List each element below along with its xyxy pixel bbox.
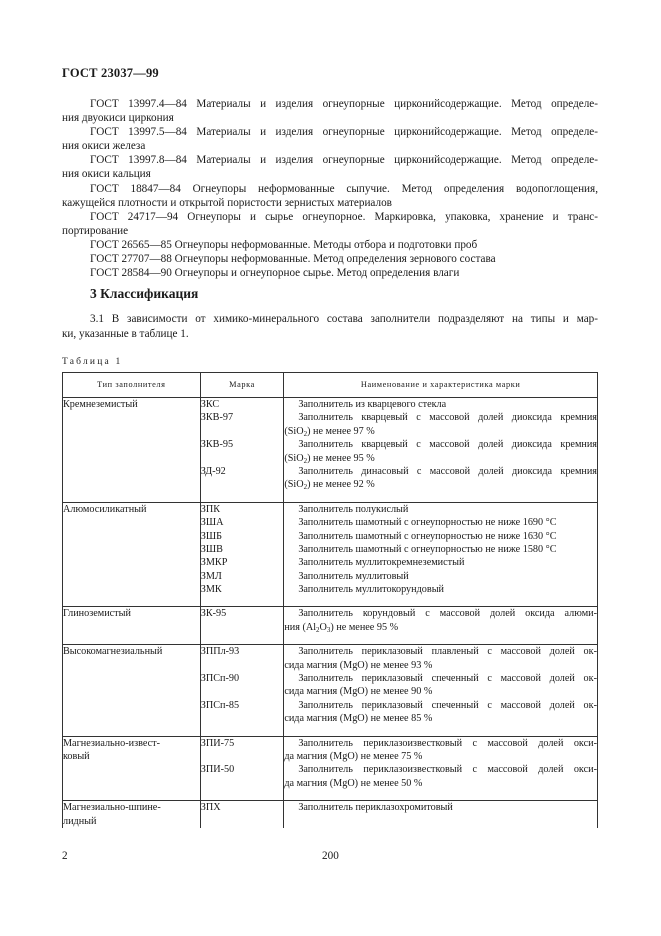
- type-cell: [63, 502, 201, 607]
- description-cell: [284, 801, 598, 828]
- header-type: Тип заполнителя: [63, 373, 201, 398]
- reference-line: ния окиси железа: [62, 140, 146, 153]
- reference-item: [62, 252, 598, 266]
- description-text: Заполнитель муллитокремнеземистый: [298, 557, 465, 569]
- type-text: Магнезиально-шпине-: [63, 802, 161, 814]
- grade-text: ЗК-95: [200, 608, 227, 620]
- table-row: [63, 801, 598, 828]
- description-text: Заполнитель кварцевый с массовой долей диоксида кремния: [298, 412, 597, 424]
- section-title: 3 Классификация: [90, 286, 199, 301]
- reference-line: ГОСТ 26565—85 Огнеупоры неформованные. Методы отбора и подготовки проб: [90, 238, 478, 251]
- reference-item: [62, 182, 598, 210]
- description-cell: [284, 502, 598, 607]
- paragraph-line: ки, указанные в таблице 1.: [62, 328, 189, 340]
- type-cell: [63, 736, 201, 801]
- grade-text: ЗМЛ: [200, 570, 222, 582]
- description-text: Заполнитель корундовый с массовой долей оксида алюми-: [298, 608, 597, 620]
- reference-line: ГОСТ 13997.8—84 Материалы и изделия огнеупорные цирконийсодержащие. Метод определе-: [90, 154, 598, 167]
- reference-line: ГОСТ 13997.4—84 Материалы и изделия огнеупорные цирконийсодержащие. Метод определе-: [90, 98, 598, 110]
- description-text: Заполнитель полукислый: [298, 503, 409, 515]
- table-row: [63, 607, 598, 645]
- type-text: Алюмосиликатный: [63, 503, 147, 515]
- grade-text: ЗПХ: [200, 802, 221, 814]
- header-grade: Марка: [200, 373, 284, 398]
- table-row: [63, 502, 598, 607]
- grade-cell: [200, 398, 284, 503]
- grade-cell: [200, 736, 284, 801]
- description-text: Заполнитель периклазовый плавленый с массовой долей ок-: [298, 646, 597, 658]
- description-text: Заполнитель периклазовый спеченный с массовой долей ок-: [298, 699, 597, 711]
- grade-cell: [200, 502, 284, 607]
- description-text: сида магния (MgO) не менее 85 %: [284, 713, 433, 725]
- grade-text: ЗША: [200, 517, 224, 529]
- reference-item: [62, 266, 598, 280]
- grade-text: ЗКВ-95: [200, 439, 234, 451]
- type-cell: [63, 801, 201, 828]
- description-text: Заполнитель из кварцевого стекла: [298, 399, 447, 410]
- reference-line: ния двуокиси циркония: [62, 112, 174, 125]
- description-text: Заполнитель шамотный с огнеупорностью не ниже 1630 °С: [298, 530, 557, 542]
- description-text: Заполнитель муллитовый: [298, 570, 409, 582]
- reference-item: [62, 97, 598, 125]
- type-text: Высокомагнезиальный: [63, 646, 163, 658]
- table-row: [63, 398, 598, 503]
- paragraph-line: 3.1 В зависимости от химико-минерального состава заполнители подразделяют на типы и мар-: [90, 313, 598, 325]
- reference-line: ГОСТ 13997.5—84 Материалы и изделия огнеупорные цирконийсодержащие. Метод определе-: [90, 126, 598, 139]
- grade-text: ЗШВ: [200, 543, 223, 555]
- grade-text: ЗППл-93: [200, 646, 240, 658]
- grade-text: ЗШБ: [200, 530, 222, 542]
- type-text: Магнезиально-извест-: [63, 737, 160, 749]
- description-text: Заполнитель периклазоизвестковый с массовой долей окси-: [298, 764, 597, 776]
- grade-cell: [200, 801, 284, 828]
- reference-line: ния окиси кальция: [62, 168, 151, 181]
- description-text: да магния (MgO) не менее 50 %: [284, 777, 423, 789]
- grade-text: ЗПИ-50: [200, 764, 235, 776]
- paragraph-3-1: [62, 312, 598, 342]
- type-cell: [63, 607, 201, 645]
- table-row: [63, 736, 598, 801]
- document-header: ГОСТ 23037—99: [62, 66, 159, 80]
- description-text: да магния (MgO) не менее 75 %: [284, 750, 423, 762]
- classification-table: [62, 372, 598, 828]
- grade-cell: [200, 607, 284, 645]
- reference-item: [62, 153, 598, 181]
- type-cell: [63, 645, 201, 736]
- grade-text: ЗМКР: [200, 557, 228, 569]
- table-row: [63, 645, 598, 736]
- description-cell: [284, 645, 598, 736]
- description-text: (SiO$_2$) не менее 92 %: [284, 479, 375, 492]
- reference-line: портирование: [62, 224, 129, 237]
- grade-text: ЗПК: [200, 503, 221, 515]
- type-text: Глиноземистый: [63, 608, 131, 620]
- grade-text: ЗКС: [200, 399, 220, 410]
- description-text: сида магния (MgO) не менее 90 %: [284, 686, 433, 698]
- header-description: Наименование и характеристика марки: [284, 373, 598, 398]
- grade-text: ЗКВ-97: [200, 412, 234, 424]
- reference-line: ГОСТ 24717—94 Огнеупоры и сырье огнеупорное. Маркировка, упаковка, хранение и транс-: [90, 210, 598, 223]
- description-text: Заполнитель динасовый с массовой долей диоксида кремния: [298, 465, 597, 477]
- grade-cell: [200, 645, 284, 736]
- description-cell: [284, 607, 598, 645]
- page-number-center: 200: [322, 850, 339, 862]
- description-text: Заполнитель шамотный с огнеупорностью не ниже 1580 °С: [298, 543, 557, 555]
- description-text: Заполнитель периклазохромитовый: [298, 802, 453, 814]
- grade-text: ЗМК: [200, 584, 222, 596]
- page-number-left: 2: [62, 850, 68, 862]
- type-text: Кремнеземистый: [63, 399, 138, 410]
- reference-line: ГОСТ 27707—88 Огнеупоры неформованные. Метод определения зернового состава: [90, 253, 496, 266]
- grade-text: ЗПСп-90: [200, 673, 240, 685]
- description-text: Заполнитель периклазоизвестковый с массовой долей окси-: [298, 737, 597, 749]
- grade-text: ЗД-92: [200, 465, 226, 477]
- reference-line: кажущейся плотности и открытой пористости зернистых материалов: [62, 196, 392, 209]
- description-text: (SiO$_2$) не менее 95 %: [284, 452, 375, 465]
- description-text: ния $(Al_2O_3)$ не менее 95 %: [284, 621, 399, 634]
- reference-line: ГОСТ 28584—90 Огнеупоры и огнеупорное сырье. Метод определения влаги: [90, 267, 460, 280]
- description-text: сида магния (MgO) не менее 93 %: [284, 659, 433, 671]
- references-list: [62, 97, 598, 280]
- type-text: ковый: [63, 751, 90, 762]
- description-text: (SiO$_2$) не менее 97 %: [284, 425, 375, 438]
- table-label: Таблица 1: [62, 357, 123, 367]
- description-text: Заполнитель муллитокорундовый: [298, 584, 444, 596]
- description-text: Заполнитель кварцевый с массовой долей диоксида кремния: [298, 439, 597, 451]
- type-text: лидный: [63, 815, 97, 827]
- type-cell: [63, 398, 201, 503]
- description-cell: [284, 736, 598, 801]
- description-text: Заполнитель шамотный с огнеупорностью не ниже 1690 °С: [298, 517, 557, 529]
- grade-text: ЗПСп-85: [200, 699, 240, 711]
- reference-item: [62, 210, 598, 238]
- reference-item: [62, 125, 598, 153]
- table-header-row: [63, 373, 598, 398]
- description-cell: [284, 398, 598, 503]
- reference-item: [62, 238, 598, 252]
- reference-line: ГОСТ 18847—84 Огнеупоры неформованные сыпучие. Метод определения водопоглощения,: [90, 182, 598, 195]
- description-text: Заполнитель периклазовый спеченный с массовой долей ок-: [298, 673, 597, 685]
- grade-text: ЗПИ-75: [200, 737, 235, 749]
